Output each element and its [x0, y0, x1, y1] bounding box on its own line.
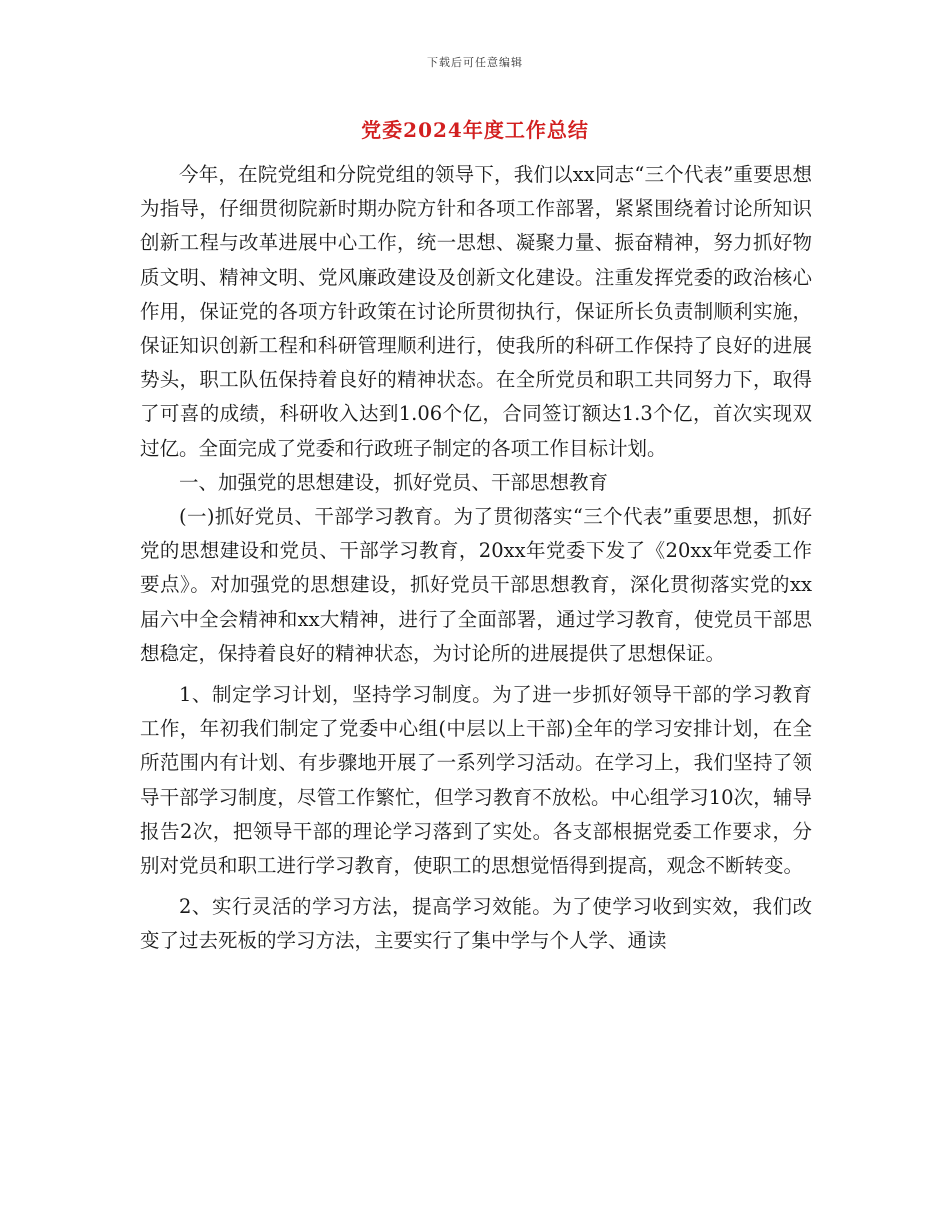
paragraph-item-1: 1、制定学习计划，坚持学习制度。为了进一步抓好领导干部的学习教育工作，年初我们制定了党委中心组(中层以上干部)全年的学习安排计划，在全所范围内有计划、有步骤地开展了一系列学习活动。在学习上，我们坚持了领导干部学习制度，尽管工作繁忙，但学习教育不放松。中心组学习10次，辅导报告2次，把领导干部的理论学习落到了实处。各支部根据党委工作要求，分别对党员和职工进行学习教育，使职工的思想觉悟得到提高，观念不断转变。: [140, 683, 812, 878]
header-note: 下载后可任意编辑: [427, 56, 523, 69]
paragraph-item-2: 2、实行灵活的学习方法，提高学习效能。为了使学习收到实效，我们改变了过去死板的学习方法，主要实行了集中学与个人学、通读: [140, 895, 812, 953]
paragraph-subsection-1: (一)抓好党员、干部学习教育。为了贯彻落实“三个代表”重要思想，抓好党的思想建设和党员、干部学习教育，20xx年党委下发了《20xx年党委工作要点》。对加强党的思想建设，抓好党员干部思想教育，深化贯彻落实党的xx届六中全会精神和xx大精神，进行了全面部署，通过学习教育，使党员干部思想稳定，保持着良好的精神状态，为讨论所的进展提供了思想保证。: [140, 505, 812, 665]
section-heading: 一、加强党的思想建设，抓好党员、干部思想教育: [179, 470, 609, 494]
paragraph-intro: 今年，在院党组和分院党组的领导下，我们以xx同志“三个代表”重要思想为指导，仔细贯彻院新时期办院方针和各项工作部署，紧紧围绕着讨论所知识创新工程与改革进展中心工作，统一思想、凝聚力量、振奋精神，努力抓好物质文明、精神文明、党风廉政建设及创新文化建设。注重发挥党委的政治核心作用，保证党的各项方针政策在讨论所贯彻执行，保证所长负责制顺利实施，保证知识创新工程和科研管理顺利进行，使我所的科研工作保持了良好的进展势头，职工队伍保持着良好的精神状态。在全所党员和职工共同努力下，取得了可喜的成绩，科研收入达到1.06个亿，合同签订额达1.3个亿，首次实现双过亿。全面完成了党委和行政班子制定的各项工作目标计划。: [140, 163, 812, 460]
document-title: 党委2024年度工作总结: [361, 118, 589, 142]
document-body: [140, 158, 812, 959]
